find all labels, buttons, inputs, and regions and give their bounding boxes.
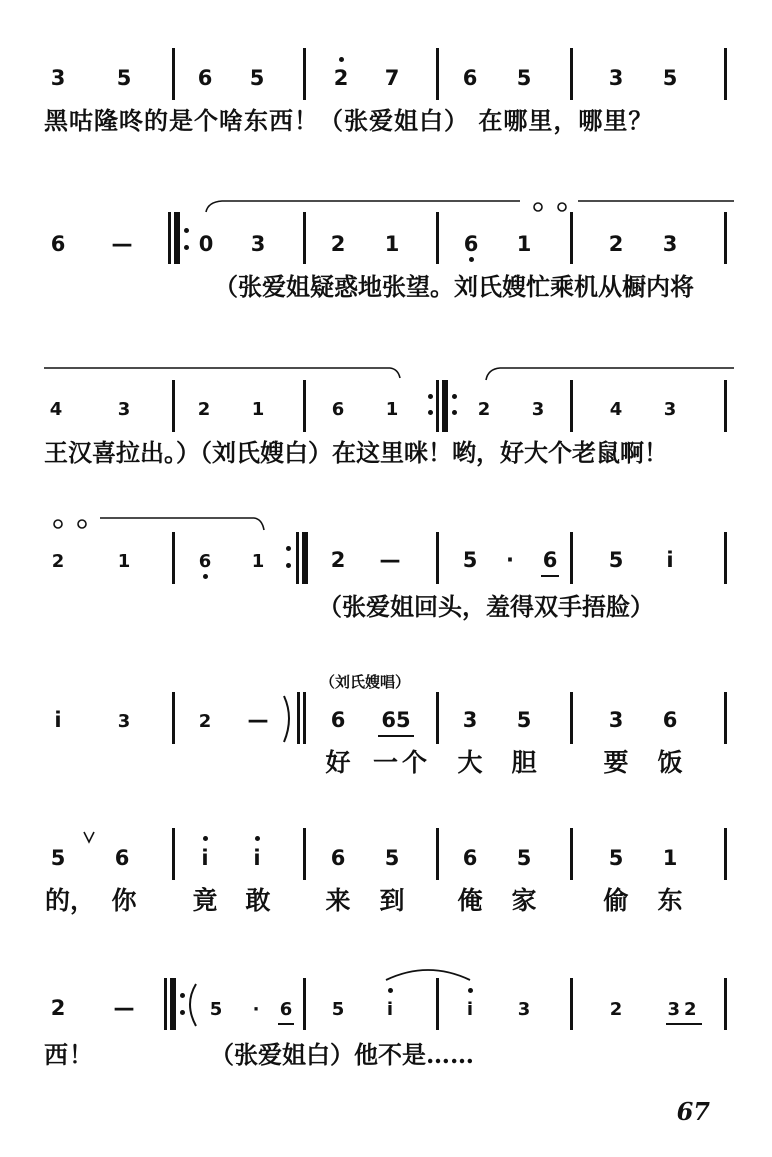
note: 3 <box>250 232 266 256</box>
note: · <box>506 548 514 572</box>
singer-label: （刘氏嫂唱） <box>320 673 411 691</box>
note: 5 <box>384 846 400 870</box>
note: 2 <box>609 999 623 1020</box>
note: 2 <box>50 996 66 1020</box>
note: i <box>386 999 394 1020</box>
lyric-char: 竟 <box>192 886 218 915</box>
note: 2 <box>608 232 624 256</box>
lyric-line: （张爱姐回头，羞得双手捂脸） <box>318 592 654 621</box>
note: 3 <box>662 232 678 256</box>
note: 6 <box>114 846 130 870</box>
lyric-char: 家 <box>511 886 537 915</box>
barline <box>303 978 306 1030</box>
underline <box>278 1023 294 1025</box>
note: 1 <box>384 232 400 256</box>
note: 5 <box>608 548 624 572</box>
note: i <box>54 708 62 732</box>
lyric-char: 胆 <box>511 748 537 777</box>
note: 4 <box>609 399 623 420</box>
note: 3 <box>608 66 624 90</box>
note: 6 <box>50 232 66 256</box>
note: 3 <box>663 399 677 420</box>
note: 2 <box>330 548 346 572</box>
underline <box>666 1023 702 1025</box>
lyric-char: 一个 <box>372 748 432 777</box>
note: 6 <box>462 66 478 90</box>
page-number: 67 <box>676 1097 710 1126</box>
note: 6 <box>542 548 558 572</box>
note: 5 <box>516 846 532 870</box>
lyric-char: 你 <box>111 886 137 915</box>
lyric-line: 王汉喜拉出。）（刘氏嫂白）在这里咪！哟，好大个老鼠啊！ <box>44 438 668 467</box>
note: 6 <box>198 551 212 572</box>
lyric-char: 大 <box>457 748 483 777</box>
note: i <box>201 846 209 870</box>
note: 0 <box>198 232 214 256</box>
note: 5 <box>50 846 66 870</box>
lyric-line: 黑咕隆咚的是个啥东西！（张爱姐白） 在哪里，哪里？ <box>44 106 654 135</box>
note: i <box>466 999 474 1020</box>
lyric-char: 到 <box>379 886 405 915</box>
note: 1 <box>251 399 265 420</box>
barline <box>724 978 727 1030</box>
note: 5 <box>209 999 223 1020</box>
lyric-char: 敢 <box>245 886 271 915</box>
lyric-char: 东 <box>657 886 683 915</box>
note: 6 <box>462 846 478 870</box>
note: 3 <box>462 708 478 732</box>
note: — <box>111 232 133 256</box>
note: 2 <box>477 399 491 420</box>
note: — <box>379 548 401 572</box>
note: 2 <box>198 711 212 732</box>
note: 5 <box>462 548 478 572</box>
note: 3 <box>117 711 131 732</box>
note: 1 <box>117 551 131 572</box>
lyric-char: 要 <box>603 748 629 777</box>
high-octave-dot <box>468 988 473 993</box>
lyric-char: 偷 <box>603 886 629 915</box>
note: 6 <box>662 708 678 732</box>
barline <box>570 978 573 1030</box>
note: 5 <box>662 66 678 90</box>
note: 5 <box>331 999 345 1020</box>
lyric-char: 俺 <box>457 886 483 915</box>
note: 5 <box>249 66 265 90</box>
note: 7 <box>384 66 400 90</box>
lyric-char: 的， <box>44 886 96 915</box>
note: 1 <box>516 232 532 256</box>
note: 6 <box>279 999 293 1020</box>
lyric-char: 来 <box>325 886 351 915</box>
note: 3 <box>531 399 545 420</box>
lyric-line: 西！ <box>44 1040 94 1069</box>
note: 5 <box>116 66 132 90</box>
note: — <box>247 708 269 732</box>
high-octave-dot <box>388 988 393 993</box>
note: 6 <box>330 708 346 732</box>
note: 1 <box>385 399 399 420</box>
note: 65 <box>381 708 411 732</box>
note: 32 <box>667 999 701 1020</box>
note: 2 <box>330 232 346 256</box>
note: — <box>113 996 135 1020</box>
note: 3 <box>517 999 531 1020</box>
note: i <box>253 846 261 870</box>
note: 3 <box>50 66 66 90</box>
lyric-char: 饭 <box>657 748 683 777</box>
note: 3 <box>608 708 624 732</box>
note: · <box>252 999 260 1020</box>
lyric-line: （张爱姐疑惑地张望。刘氏嫂忙乘机从橱内将 <box>214 272 694 301</box>
note: 1 <box>251 551 265 572</box>
note: 1 <box>662 846 678 870</box>
note: 5 <box>516 66 532 90</box>
note: 6 <box>197 66 213 90</box>
note: 2 <box>51 551 65 572</box>
note: 2 <box>197 399 211 420</box>
note: 5 <box>608 846 624 870</box>
note: 6 <box>330 846 346 870</box>
note: 6 <box>463 232 479 256</box>
barline <box>436 978 439 1030</box>
note: 4 <box>49 399 63 420</box>
lyric-char: 好 <box>325 748 351 777</box>
note: i <box>666 548 674 572</box>
note: 6 <box>331 399 345 420</box>
note: 5 <box>516 708 532 732</box>
note: 3 <box>117 399 131 420</box>
note: 2 <box>333 66 349 90</box>
lyric-line: （张爱姐白）他不是…… <box>210 1040 474 1069</box>
